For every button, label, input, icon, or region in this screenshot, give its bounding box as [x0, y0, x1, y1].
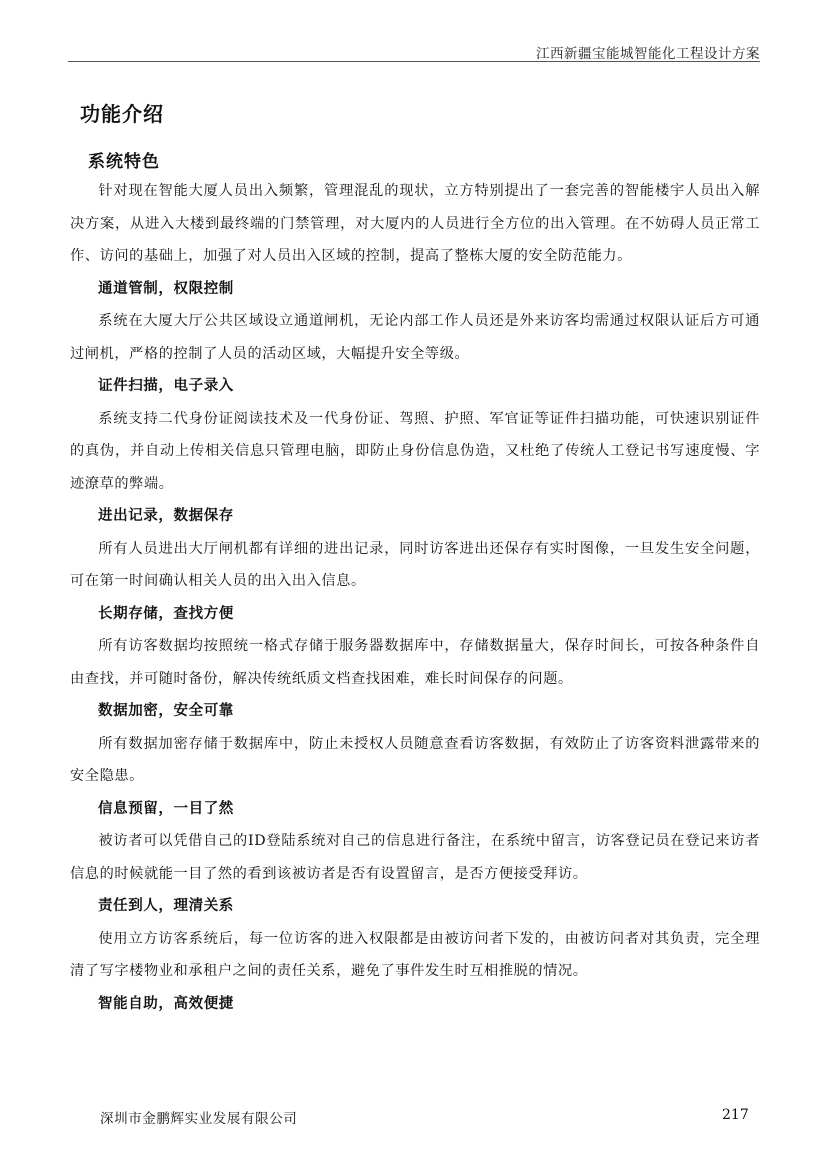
feature-heading: 证件扫描，电子录入	[98, 378, 234, 394]
feature-heading: 通道管制，权限控制	[98, 280, 234, 297]
body-content	[70, 175, 760, 1020]
feature-heading: 进出记录，数据保存	[98, 508, 234, 524]
feature-paragraph: 系统支持二代身份证阅读技术及一代身份证、驾照、护照、军官证等证件扫描功能，可快速识别证件的真伪，并自动上传相关信息只管理电脑，即防止身份信息伪造，又杜绝了传统人工登记书写速度慢、字迹潦草的弊端。	[70, 410, 760, 492]
feature-paragraph: 所有访客数据均按照统一格式存储于服务器数据库中，存储数据量大，保存时间长，可按各种条件自由查找，并可随时备份，解决传统纸质文档查找困难，难长时间保存的问题。	[70, 638, 760, 687]
subsection-title: 系统特色	[88, 152, 160, 172]
feature-heading: 信息预留，一目了然	[98, 800, 234, 817]
header-divider	[68, 61, 760, 62]
feature-paragraph: 系统在大厦大厅公共区域设立通道闸机，无论内部工作人员还是外来访客均需通过权限认证后方可通过闸机，严格的控制了人员的活动区域，大幅提升安全等级。	[70, 313, 760, 362]
feature-heading: 数据加密，安全可靠	[98, 703, 234, 719]
document-header-title: 江西新疆宝能城智能化工程设计方案	[536, 46, 760, 62]
feature-heading: 智能自助，高效便捷	[98, 995, 234, 1012]
intro-paragraph: 针对现在智能大厦人员出入频繁，管理混乱的现状，立方特别提出了一套完善的智能楼宇人员出入解决方案，从进入大楼到最终端的门禁管理，对大厦内的人员进行全方位的出入管理。在不妨碍人员正常工作、访问的基础上，加强了对人员出入区域的控制，提高了整栋大厦的安全防范能力。	[70, 183, 760, 264]
feature-paragraph: 所有数据加密存储于数据库中，防止未授权人员随意查看访客数据，有效防止了访客资料泄露带来的安全隐患。	[70, 735, 760, 784]
feature-paragraph: 所有人员进出大厅闸机都有详细的进出记录，同时访客进出还保存有实时图像，一旦发生安全问题，可在第一时间确认相关人员的出入出入信息。	[70, 540, 760, 589]
feature-paragraph: 被访者可以凭借自己的ID登陆系统对自己的信息进行备注，在系统中留言，访客登记员在登记来访者信息的时候就能一目了然的看到该被访者是否有设置留言，是否方便接受拜访。	[70, 833, 760, 882]
footer-company-name: 深圳市金鹏辉实业发展有限公司	[100, 1111, 298, 1127]
page-number: 217	[722, 1107, 749, 1123]
section-title: 功能介绍	[80, 102, 164, 126]
feature-heading: 责任到人，理清关系	[98, 898, 234, 914]
feature-heading: 长期存储，查找方便	[98, 605, 234, 622]
feature-paragraph: 使用立方访客系统后，每一位访客的进入权限都是由被访问者下发的，由被访问者对其负责，完全理清了写字楼物业和承租户之间的责任关系，避免了事件发生时互相推脱的情况。	[70, 930, 760, 979]
